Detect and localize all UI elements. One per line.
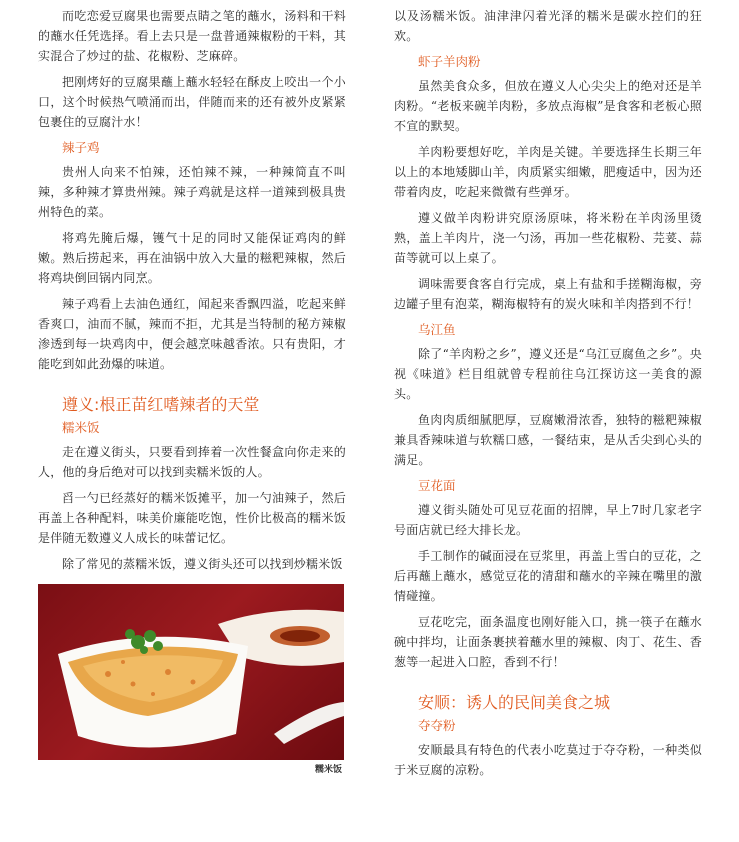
paragraph: 安顺最具有特色的代表小吃莫过于夺夺粉，一种类似于米豆腐的凉粉。 bbox=[394, 743, 702, 777]
sticky-rice-photo bbox=[38, 584, 344, 760]
paragraph: 以及汤糯米饭。油津津闪着光泽的糯米是碳水控们的狂欢。 bbox=[394, 9, 702, 43]
sticky-rice-illustration bbox=[38, 584, 344, 760]
paragraph: 鱼肉肉质细腻肥厚，豆腐嫩滑浓香，独特的糍粑辣椒兼具香辣味道与软糯口感，一餐结束，是从舌尖到心头的满足。 bbox=[394, 413, 702, 467]
paragraph: 舀一勺已经蒸好的糯米饭摊平，加一勺油辣子，然后再盖上各种配料，味美价廉能吃饱，性价比极高的糯米饭是伴随无数遵义人成长的味蕾记忆。 bbox=[38, 491, 346, 545]
paragraph: 豆花吃完，面条温度也刚好能入口，挑一筷子在蘸水碗中拌均，让面条裹挟着蘸水里的辣椒、肉丁、花生、香葱等一起进入口腔，香到不行！ bbox=[394, 615, 702, 669]
dish-heading-yangrou-fen: 虾子羊肉粉 bbox=[418, 54, 481, 69]
dish-heading-wujiang-yu: 乌江鱼 bbox=[418, 322, 456, 337]
paragraph: 除了常见的蒸糯米饭，遵义街头还可以找到炒糯米饭 bbox=[62, 557, 343, 571]
paragraph: 贵州人向来不怕辣，还怕辣不辣，一种辣简直不叫辣，多种辣才算贵州辣。辣子鸡就是这样一道辣到极具贵州特色的菜。 bbox=[38, 165, 346, 219]
paragraph: 手工制作的碱面浸在豆浆里，再盖上雪白的豆花，之后再蘸上蘸水，感觉豆花的清甜和蘸水的辛辣在嘴里的激情碰撞。 bbox=[394, 549, 702, 603]
paragraph: 将鸡先腌后爆，镬气十足的同时又能保证鸡肉的鲜嫩。熟后捞起来，再在油锅中放入大量的糍粑辣椒，然后将鸡块倒回锅内同烹。 bbox=[38, 231, 346, 285]
paragraph: 而吃恋爱豆腐果也需要点睛之笔的蘸水，汤料和干料的蘸水任凭选择。看上去只是一盘普通辣椒粉的干料，其实混合了炒过的盐、花椒粉、芝麻碎。 bbox=[38, 9, 346, 63]
section-heading-anshun: 安顺：诱人的民间美食之城 bbox=[418, 693, 611, 712]
paragraph: 遵义街头随处可见豆花面的招牌，早上7时几家老字号面店就已经大排长龙。 bbox=[394, 503, 702, 537]
paragraph: 遵义做羊肉粉讲究原汤原味，将米粉在羊肉汤里烫熟，盖上羊肉片，浇一勺汤，再加一些花椒粉、芫荽、蒜苗等就可以上桌了。 bbox=[394, 211, 702, 265]
photo-caption: 糯米饭 bbox=[314, 765, 342, 775]
paragraph: 辣子鸡看上去油色通红，闻起来香飘四溢，吃起来鲜香爽口，油而不腻，辣而不拒，尤其是当特制的秘方辣椒渗透到每一块鸡肉中，便会越烹味越香浓。只有贵阳，才能吃到如此劲爆的味道。 bbox=[38, 297, 346, 371]
paragraph: 虽然美食众多，但放在遵义人心尖尖上的绝对还是羊肉粉。“老板来碗羊肉粉，多放点海椒”是食客和老板心照不宣的默契。 bbox=[394, 79, 702, 133]
dish-heading-duoduo-fen: 夺夺粉 bbox=[418, 718, 456, 733]
paragraph: 调味需要食客自行完成，桌上有盐和手搓糊海椒，旁边罐子里有泡菜，糊海椒特有的炭火味和羊肉搭到不行！ bbox=[394, 277, 702, 311]
right-column bbox=[394, 6, 702, 786]
paragraph: 羊肉粉要想好吃，羊肉是关键。羊要选择生长期三年以上的本地矮脚山羊，肉质紧实细嫩，肥瘦适中，因为还带着肉皮，吃起来微微有些弹牙。 bbox=[394, 145, 702, 199]
section-heading-zunyi: 遵义:根正苗红嗜辣者的天堂 bbox=[62, 395, 260, 414]
left-column bbox=[38, 6, 346, 775]
paragraph: 把刚烤好的豆腐果蘸上蘸水轻轻在酥皮上咬出一个小口，这个时候热气喷涌而出，伴随而来的还有被外皮紧紧包裹住的豆腐汁水！ bbox=[38, 75, 346, 129]
paragraph: 除了“羊肉粉之乡”，遵义还是“乌江豆腐鱼之乡”。央视《味道》栏目组就曾专程前往乌江探访这一美食的源头。 bbox=[394, 347, 702, 401]
dish-heading-lazi-ji: 辣子鸡 bbox=[62, 140, 100, 155]
paragraph: 走在遵义街头，只要看到捧着一次性餐盒向你走来的人，他的身后绝对可以找到卖糯米饭的人。 bbox=[38, 445, 346, 479]
dish-heading-nuomi-fan: 糯米饭 bbox=[62, 420, 100, 435]
dish-heading-douhua-mian: 豆花面 bbox=[418, 478, 456, 493]
